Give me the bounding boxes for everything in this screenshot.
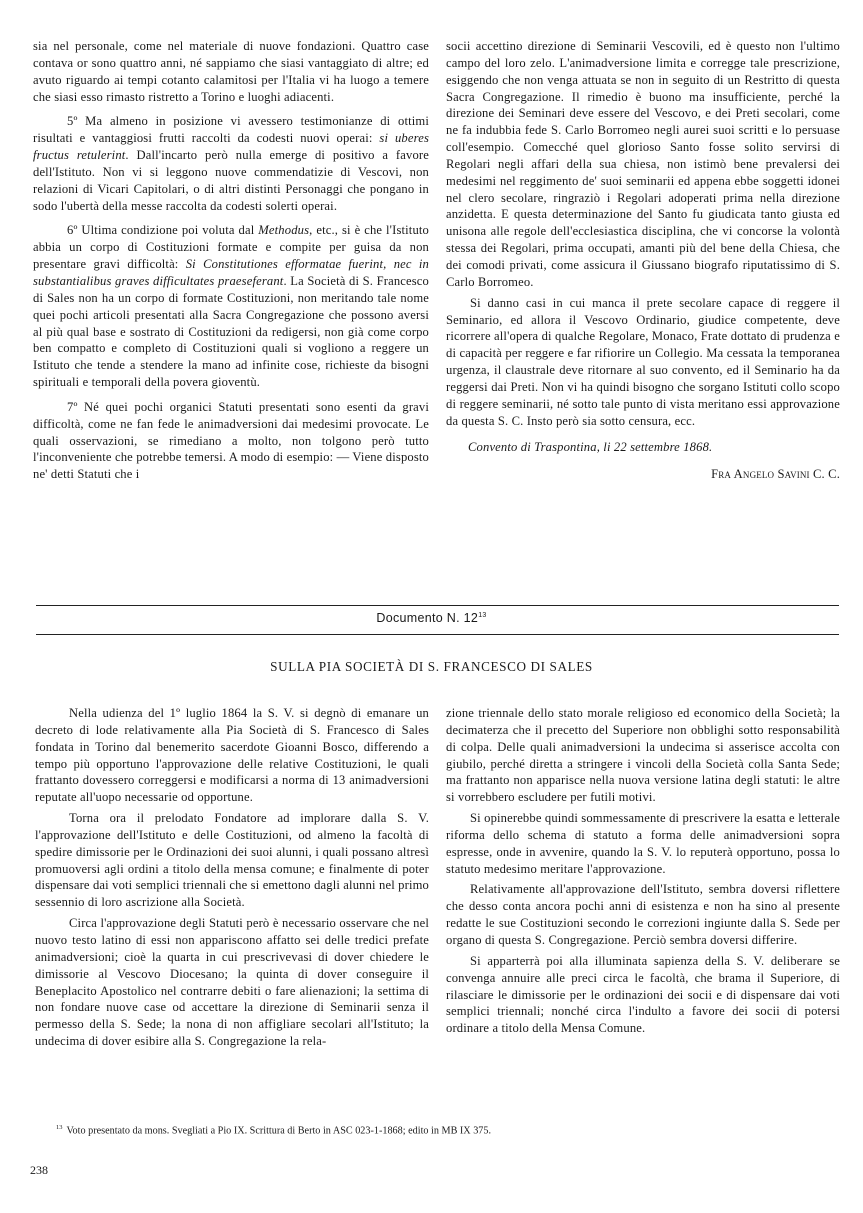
closing-date: Convento di Traspontina, li 22 settembre 1868.	[468, 440, 713, 455]
cited-work-title: Methodus	[258, 223, 310, 238]
text-run: . La Società di S. Francesco di Sales non ha un corpo di formate Costituzioni, non meritando tale nome quei pochi articoli presentati alla Sacra Congregazione che possono aversi al più qual base e sostrato di Costituzioni da redigersi, non già come corpo ben compatto e completo di Costituzioni quali si vogliono a reggere un Istituto che tende a stendere la mano ad infinite cose, richieste da bisogni spirituali e temporali della povera gioventù.	[33, 273, 429, 390]
paragraph: Circa l'approvazione degli Statuti però è necessario osservare che nel nuovo testo latino di essi non appariscono affatto sei delle tredici prefate animadversioni; cioè la quarta in cui prescrivevasi di dover chiedere le dimissorie al Vescovo Diocesano; la quinta di dover conseguire il Beneplacito Apostolico nel contrarre debiti o fare alienazioni; la settima di non fondare nuove case od accettare la direzione di Seminarii senza il permesso della S. Sede; la nona di non affigliare secolari all'Istituto; la undecima di dover esibire alla S. Congregazione la rela-	[35, 916, 429, 1049]
latin-quote: Si Constitutiones efformatae fuerint, nec in substantialibus graves difficultates praeseferant	[33, 257, 429, 288]
footnote-reference: 13	[478, 611, 487, 619]
paragraph: Torna ora il prelodato Fondatore ad implorare dalla S. V. l'approvazione dell'Istituto e delle Costituzioni, od almeno la facoltà di spedire dimissorie per le Ordinazioni dei suoi alunni, i quali possano altresì promuoversi agli ordini a titolo della mensa comune; e finalmente di poter dispensare dai voti semplici triennali che si emettono dagli alunni nel primo sessennio di loro ascrizione alla Società.	[35, 811, 429, 910]
document-right-column	[446, 705, 840, 1037]
text-run: 6º Ultima condizione poi voluta dal	[67, 223, 259, 238]
paragraph-point-7: 7º Né quei pochi organici Statuti presentati sono esenti da gravi difficoltà, come ne fan fede le animadversioni dai medesimi provocate. Le quali osservazioni, se rimediano a molto, non tolgono però tutto l'inconveniente che potrebbe temersi. A modo di esempio: — Viene disposto ne' detti Statuti che i	[33, 399, 429, 482]
signature: Fra Angelo Savini C. C.	[711, 467, 840, 482]
footnote-text: Voto presentato da mons. Svegliati a Pio IX. Scrittura di Berto in ASC 023-1-1868; edito in MB IX 375.	[66, 1125, 492, 1137]
paragraph: Si danno casi in cui manca il prete secolare capace di reggere il Seminario, ed allora il Vescovo Ordinario, giudice competente, deve ricorrere all'opera di qualche Regolare, Monaco, Frate dottato di prudenza e di capacità per reggere e far rifiorire un Collegio. Ma cessata la temporanea urgenza, il claustrale deve ritornare al suo convento, ed il Seminario ha da reggersi dai Preti. Non vi ha quindi bisogno che sorgano Istituti collo scopo di reggere seminarii, né sotto tale punto di vista meritano essi approvazione da questa S. C. Insto però sia sotto censura, ecc.	[446, 295, 840, 428]
paragraph: zione triennale dello stato morale religioso ed economico della Società; la decimaterza che il precetto del Superiore non obblighi sotto responsabilità di colpa. Delle quali animadversioni la undecima si asserisce accolta con giubilo, perché diretta a stringere i vincoli della Società colla Santa Sede; ma frattanto non apparisce nella nuova versione latina degli statuti: le altre si vorrebbero escludere per futili motivi.	[446, 706, 840, 805]
previous-document-left-column	[33, 38, 429, 483]
paragraph: Si apparterrà poi alla illuminata sapienza della S. V. deliberare se convenga annuire alle preci circa le facoltà, che brama il Superiore, di rilasciare le dimissorie per le ordinazioni dei socii e di dispensare dai voti semplici triennali; nonché circa l'indulto a favore dei socii di potersi ordinare a titolo della Mensa Comune.	[446, 953, 840, 1036]
paragraph-point-5	[33, 113, 429, 214]
page-number: 238	[30, 1163, 48, 1177]
text-run: . Dall'incarto però nulla emerge di positivo a favore dell'Istituto. Non vi si leggono nuove commendatizie di Vescovi, non relazioni di Vicari Capitolari, o di altri distinti Personaggi che pongano in sodo l'ubertà della messe raccolta da codesti solerti operai.	[33, 148, 429, 213]
previous-document-right-column	[446, 38, 840, 483]
paragraph: Relativamente all'approvazione dell'Istituto, sembra doversi riflettere che desso conta ancora pochi anni di esistenza e non ha sino al presente redatte le sue Costituzioni secondo le correzioni ingiunte dalla S. Sede per organo di questa S. Congregazione. Perciò sembra doversi differire.	[446, 882, 840, 947]
header-rule-bottom	[36, 634, 839, 635]
paragraph: Nella udienza del 1º luglio 1864 la S. V. si degnò di emanare un decreto di lode relativamente alla Pia Società di S. Francesco di Sales fondata in Torino dal benemerito sacerdote Gioanni Bosco, differendo a tempo più opportuno l'approvazione delle relative Costituzioni, le quali frattanto dovessero correggersi e modificarsi a norma di 13 animadversioni reputate all'uopo necessarie od opportune.	[35, 706, 429, 805]
document-title: SULLA PIA SOCIETÀ DI S. FRANCESCO DI SALES	[270, 659, 593, 674]
paragraph: sia nel personale, come nel materiale di nuove fondazioni. Quattro case contava or sono quattro anni, né sappiamo che siasi vantaggiato di altre; ed avuto riguardo ai tempi cotanto calamitosi per l'Italia vi ha luogo a temere che siasi esso rimasto ristretto a Torino e luoghi adiacenti.	[33, 39, 429, 104]
footnote	[56, 1124, 491, 1136]
text-run: 5º Ma almeno in posizione vi avessero testimonianze di ottimi risultati e vantaggiosi frutti raccolti da codesti nuovi operai:	[33, 114, 429, 146]
paragraph-point-6	[33, 222, 429, 390]
text-run: , etc., si è che l'Istituto abbia un corpo di Costituzioni formate e compite per guisa da non presentare gravi difficoltà:	[33, 223, 429, 272]
paragraph: Si opinerebbe quindi sommessamente di prescrivere la esatta e letterale riforma dello schema di statuto a forma delle animadversioni sopra espresse, onde in avvenire, quando la S. V. lo reputerà opportuno, possa lo statuto medesimo meritare l'approvazione.	[446, 811, 840, 876]
header-rule-top	[36, 605, 839, 606]
paragraph: socii accettino direzione di Seminarii Vescovili, ed è questo non l'ultimo campo del loro zelo. L'animadversione limita e corregge tale prescrizione, esiggendo che non venga attuata se non in seguito di un Restritto di questa Sacra Congregazione. Il rimedio è buono ma insufficiente, perché la direzione dei Seminari deve essere del Vescovo, e dei Preti secolari, come ne fa indubbia fede S. Carlo Borromeo negli aurei suoi scritti e lo persuase coll'esempio. Comecché quel glorioso Santo fosse solito servirsi di Regolari negli affari della sua chiesa, non istimò bene prevalersi dei medesimi nel reggimento de' suoi seminarii ed appena ebbe soggetti idonei nel clero secolare, ringraziò i Regolari adoperati prima nella direzione anzidetta. E questa determinazione del Santo fu giudicata tanto giusta ed unisona alle regole dell'ecclesiastica disciplina, che vi concorse la volontà stessa dei Regolari, prima occupati, amanti più del bene della Chiesa, che dei comodi privati, come assicura il Giussano biografo riputatissimo di S. Carlo Borromeo.	[446, 39, 840, 289]
latin-quote: si uberes fructus retulerint	[33, 131, 429, 163]
document-left-column	[35, 705, 429, 1050]
footnote-number: 13	[56, 1124, 63, 1131]
document-number: Documento N. 12	[376, 611, 479, 625]
document-heading	[0, 611, 863, 625]
